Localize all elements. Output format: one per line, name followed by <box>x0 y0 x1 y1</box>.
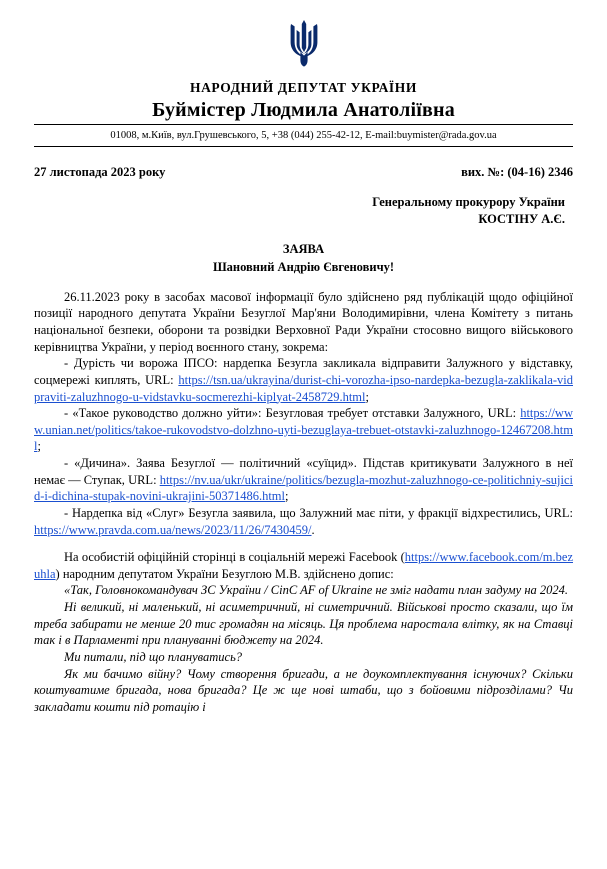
bullet-text-after: ; <box>37 439 41 454</box>
paragraph-facebook-after: ) народним депутатом України Безуглою М.В. здійснено допис: <box>55 566 394 581</box>
source-link[interactable]: https://www.unian.net/politics/takoe-rukovodstvo-dolzhno-uyti-bezuglaya-trebuet-otstavki-zaluzhnogo-12467208.html <box>34 406 573 454</box>
bullet-text-after: . <box>311 522 315 537</box>
ukraine-trident-emblem <box>287 18 321 68</box>
bullet-text-after: ; <box>285 489 289 504</box>
document-title: ЗАЯВА <box>282 241 325 256</box>
document-date: 27 листопада 2023 року <box>34 165 166 179</box>
letterhead-deputy-name: Буймістер Людмила Анатоліївна <box>152 99 455 121</box>
source-link[interactable]: https://tsn.ua/ukrayina/durist-chi-vorozha-ipso-nardepka-bezugla-zaklikala-vidpraviti-zaluzhnogo-u-vidstavku-socmerezhi-kiplyat-2458729.html <box>34 372 573 404</box>
list-item <box>34 355 573 405</box>
bullet-text-before: - Нардепка від «Слуг» Безугла заявила, що Залужний має піти, у фракції відхрестились, URL: <box>64 505 573 520</box>
document-outgoing-number: вих. №: (04-16) 2346 <box>461 165 573 179</box>
source-link[interactable]: https://nv.ua/ukr/ukraine/politics/bezugla-mozhut-zaluzhnogo-ce-politichniy-sujicid-i-dichina-stupak-novini-ukrajini-50371486.html <box>34 472 573 504</box>
addressee-block <box>34 194 573 228</box>
source-link[interactable]: https://www.pravda.com.ua/news/2023/11/26/7430459/ <box>34 522 312 537</box>
bullet-text-before: - «Дичина». Заява Безуглої — політичний «суїцид». Підстав критикувати Залужного в неї немає — Ступак, URL: <box>34 456 573 487</box>
list-item <box>34 505 573 538</box>
facebook-link[interactable]: https://www.facebook.com/m.bezuhla <box>34 550 573 581</box>
letterhead-bottom-rule <box>34 146 573 147</box>
addressee-line1: Генеральному прокурору України <box>372 195 565 209</box>
letterhead-contact: 01008, м.Київ, вул.Грушевського, 5, +38 (044) 255-42-12, E-mail:buymister@rada.gov.ua <box>110 130 497 141</box>
document-meta <box>34 165 573 180</box>
addressee-line2: КОСТІНУ А.Є. <box>478 211 565 226</box>
paragraph-intro: 26.11.2023 року в засобах масової інформації було здійснено ряд публікацій щодо офіційної позиції народного депутата України Безуглої Мар'яни Володимирівни, члена Комітету з питань національної безпеки, оборони та розвідки Верховної Ради України стосовно вищого військового керівництва України, у період воєнного стану, зокрема: <box>34 289 573 354</box>
emblem-container <box>34 0 573 74</box>
salutation: Шановний Андрію Євгеновичу! <box>212 259 395 274</box>
bullet-text-after: ; <box>365 389 369 404</box>
quote-paragraph: Ні великий, ні маленький, ні асиметричний, ні симетричний. Військові просто сказали, що їм треба забирати не менше 20 тис громадян на місяць. Ця проблема наростала влітку, як на Ставці так і в Парламенті при плануванні бюджету на 2024. <box>34 600 573 648</box>
list-item <box>34 455 573 505</box>
letterhead-line1: НАРОДНИЙ ДЕПУТАТ УКРАЇНИ <box>189 80 417 95</box>
letterhead-top-rule <box>34 124 573 125</box>
quote-paragraph: Ми питали, під що плануватись? <box>64 649 243 664</box>
quote-paragraph: «Так, Головнокомандувач ЗС України / CinC AF of Ukraine не зміг надати план задуму на 2024. <box>64 583 569 598</box>
letterhead <box>34 80 573 147</box>
paragraph-facebook <box>34 549 573 582</box>
quote-paragraph: Як ми бачимо війну? Чому створення бригади, а не доукомплектування існуючих? Скільки коштуватиме бригада, нова бригада? Це ж ще нові штаби, що з бойовими підрозділами? Чи закладати кошти під ротацію і <box>34 666 573 714</box>
paragraph-facebook-before: На особистій офіційній сторінці в соціальній мережі Facebook ( <box>64 550 405 565</box>
list-item <box>34 405 573 455</box>
bullet-text-before: - «Такое руководство должно уйти»: Безугловая требует отставки Залужного, URL: <box>64 406 521 421</box>
bullet-text-before: - Дурість чи ворожа ІПСО: нардепка Безугла закликала відправити Залужного у відставку, соцмережі киплять, URL: <box>34 356 573 387</box>
